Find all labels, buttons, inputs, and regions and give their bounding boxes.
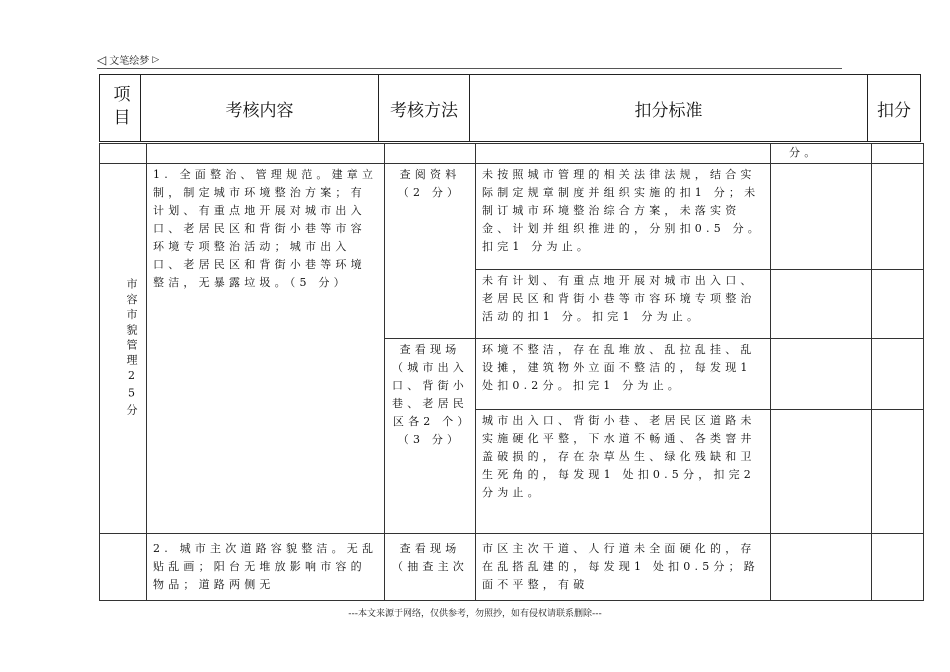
footer-note: ---本文来源于网络，仅供参考，勿照抄，如有侵权请联系删除--- [348, 609, 602, 619]
item-cell [100, 534, 147, 601]
method-1: 查阅资料（2 分） [385, 164, 476, 339]
standard-4: 城市出入口、背街小巷、老居民区道路未实施硬化平整，下水道不畅通、各类窨井盖破损的，存在杂草丛生、绿化残缺和卫生死角的，每发现1 处扣0.5分，扣完2 分为止。 [476, 410, 771, 534]
content-1: 1. 全面整治、管理规范。建章立制，制定城市环境整治方案；有计划、有重点地开展对城市出入口、老居民区和背街小巷等市容环境专项整治活动；城市出入口、老居民区和背街小巷等环境整洁，无暴露垃圾。（5 分） [147, 164, 385, 534]
carry-deduct-cell [872, 144, 924, 164]
header-item: 项目 [100, 75, 141, 141]
document-header [97, 52, 159, 67]
deduct-cell [872, 410, 924, 534]
assessment-table [99, 143, 924, 601]
table-row [100, 534, 924, 601]
carry-method-cell [385, 144, 476, 164]
method-2: 查看现场（城市出入口、背街小巷、老居民区各2 个）（3 分） [385, 339, 476, 534]
triangle-right-icon: ▷ [152, 54, 160, 65]
method-3: 查看现场（抽查主次 [385, 534, 476, 601]
header-method: 考核方法 [379, 75, 470, 141]
carry-std-cell [476, 144, 771, 164]
standard-2: 未有计划、有重点地开展对城市出入口、老居民区和背街小巷等市容环境专项整治活动的扣1 分。扣完1 分为止。 [476, 270, 771, 339]
remark-cell [771, 410, 872, 534]
remark-cell [771, 534, 872, 601]
triangle-left-icon: ◁ [97, 52, 107, 67]
header-content: 考核内容 [141, 75, 379, 141]
header-deduct: 扣分 [877, 100, 911, 121]
deduct-cell [872, 339, 924, 410]
standard-1: 未按照城市管理的相关法律法规，结合实际制定规章制度并组织实施的扣1 分；未制订城市环境整治综合方案，未落实资金、计划并组织推进的，分别扣0.5 分。扣完1 分为止。 [476, 164, 771, 270]
header-standard: 扣分标准 [470, 75, 868, 141]
carry-item-cell [100, 144, 147, 164]
content-2: 2. 城市主次道路容貌整洁。无乱贴乱画；阳台无堆放影响市容的物品；道路两侧无 [147, 534, 385, 601]
remark-cell [771, 339, 872, 410]
standard-5: 市区主次干道、人行道未全面硬化的，存在乱搭乱建的，每发现1 处扣0.5分；路面不平整，有破 [476, 534, 771, 601]
section-item: 市容市貌管理25分 [100, 164, 147, 534]
standard-3: 环境不整洁，存在乱堆放、乱拉乱挂、乱设摊，建筑物外立面不整洁的，每发现1 处扣0.2分。扣完1 分为止。 [476, 339, 771, 410]
remark-cell [771, 270, 872, 339]
document-header-text: 文笔绘梦 [109, 56, 150, 67]
header-rule [97, 68, 842, 69]
deduct-cell [872, 164, 924, 270]
carry-std-tail: 分。 [771, 144, 872, 164]
table-row [100, 164, 924, 270]
deduct-cell [872, 270, 924, 339]
deduct-cell [872, 534, 924, 601]
table-header [99, 74, 921, 142]
table-row [100, 144, 924, 164]
remark-cell [771, 164, 872, 270]
carry-content-cell [147, 144, 385, 164]
